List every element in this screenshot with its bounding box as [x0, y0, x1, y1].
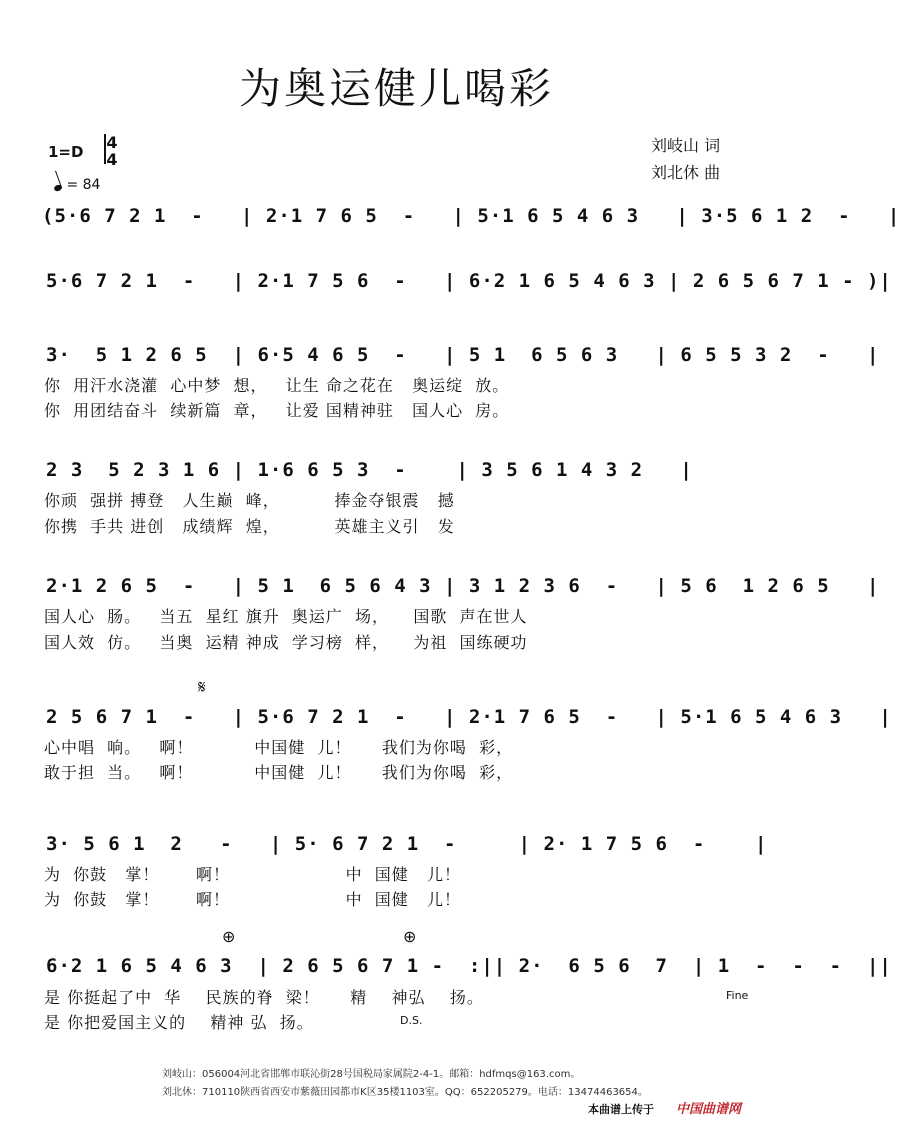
coda-icon: ⊕: [403, 927, 417, 946]
time-sig-top: 4: [106, 133, 118, 152]
fine-marking: Fine: [726, 989, 749, 1002]
lyric-line-3a: 你 用汗水浇灌 心中梦 想， 让生 命之花在 奥运绽 放。: [44, 376, 510, 395]
lyric-line-6a: 心中唱 响。 啊！ 中国健 儿！ 我们为你喝 彩，: [44, 738, 514, 757]
lyric-line-4a: 你顽 强拼 搏登 人生巅 峰， 捧金夺银震 撼: [44, 491, 455, 510]
lyricist-credit: 刘岐山 词: [651, 136, 721, 155]
key-signature: 1=D: [48, 143, 84, 161]
notation: 2 3 5 2 3 1 6 | 1·6 6 5 3 - | 3 5 6 1 4 3 2 |: [46, 459, 693, 481]
lyric-line-7b: 为 你鼓 掌！ 啊！ 中 国健 儿！: [44, 890, 462, 909]
lyric-line-8a: 是 你挺起了中 华 民族的脊 梁！ 精 神弘 扬。: [44, 988, 484, 1007]
lyric-line-5a: 国人心 肠。 当五 星红 旗升 奥运广 场， 国歌 声在世人: [44, 607, 528, 626]
music-line-1: [40, 201, 900, 231]
footer-contact-2: 刘北休：710110陕西省西安市紫薇田园都市K区35楼1103室。QQ：652205279。电话：13474463654。: [162, 1087, 648, 1098]
notation: 3· 5 1 2 6 5 | 6·5 4 6 5 - | 5 1 6 5 6 3 | 6 5 5 3 2 - |: [46, 344, 880, 366]
footer-contact-1: 刘岐山：056004河北省邯郸市联沁街28号国税局家属院2-4-1。邮箱：hdfmqs@163.com。: [162, 1069, 581, 1080]
tempo-value: = 84: [66, 177, 101, 193]
notation: (5·6 7 2 1 - | 2·1 7 6 5 - | 5·1 6 5 4 6 3 | 3·5 6 1 2 - |: [42, 205, 900, 227]
site-logo[interactable]: 中国曲谱网: [676, 1102, 742, 1117]
notation: 6·2 1 6 5 4 6 3 | 2 6 5 6 7 1 - :|| 2· 6 5 6 7 | 1 - - - ||: [46, 955, 892, 977]
time-signature: [103, 134, 121, 168]
notation: 2·1 2 6 5 - | 5 1 6 5 6 4 3 | 3 1 2 3 6 - | 5 6 1 2 6 5 |: [46, 575, 880, 597]
music-line-7: [40, 829, 768, 859]
music-line-8: [40, 951, 892, 981]
notation: 5·6 7 2 1 - | 2·1 7 5 6 - | 6·2 1 6 5 4 6 3 | 2 6 5 6 7 1 - )|: [46, 270, 892, 292]
quarter-note-icon: [53, 184, 63, 192]
music-line-4: [40, 455, 755, 485]
composer-credit: 刘北休 曲: [651, 163, 721, 182]
ds-marking: D.S.: [400, 1014, 423, 1027]
music-line-5: [40, 571, 880, 601]
upload-text: 本曲谱上传于: [588, 1103, 654, 1116]
lyric-line-5b: 国人效 仿。 当奥 运精 神成 学习榜 样， 为祖 国练硬功: [44, 633, 528, 652]
lyric-line-7a: 为 你鼓 掌！ 啊！ 中 国健 儿！: [44, 865, 462, 884]
lyric-line-4b: 你携 手共 进创 成绩辉 煌， 英雄主义引 发: [44, 517, 455, 536]
lyric-line-3b: 你 用团结奋斗 续新篇 章， 让爱 国精神驻 国人心 房。: [44, 401, 510, 420]
coda-icon: ⊕: [222, 927, 236, 946]
notation: 3· 5 6 1 2 - | 5· 6 7 2 1 - | 2· 1 7 5 6 - |: [46, 833, 768, 855]
score-title: 为奥运健儿喝彩: [238, 64, 554, 113]
lyric-line-6b: 敢于担 当。 啊！ 中国健 儿！ 我们为你喝 彩，: [44, 763, 514, 782]
music-line-6: [40, 702, 892, 732]
music-line-2: [40, 266, 892, 296]
notation: 2 5 6 7 1 - | 5·6 7 2 1 - | 2·1 7 6 5 - | 5·1 6 5 4 6 3 |: [46, 706, 892, 728]
lyric-line-8b: 是 你把爱国主义的 精神 弘 扬。: [44, 1013, 314, 1032]
music-line-3: [40, 340, 880, 370]
segno-icon: 𝄋: [198, 677, 206, 698]
tempo-marking: [54, 177, 100, 193]
time-sig-bottom: 4: [106, 150, 118, 169]
